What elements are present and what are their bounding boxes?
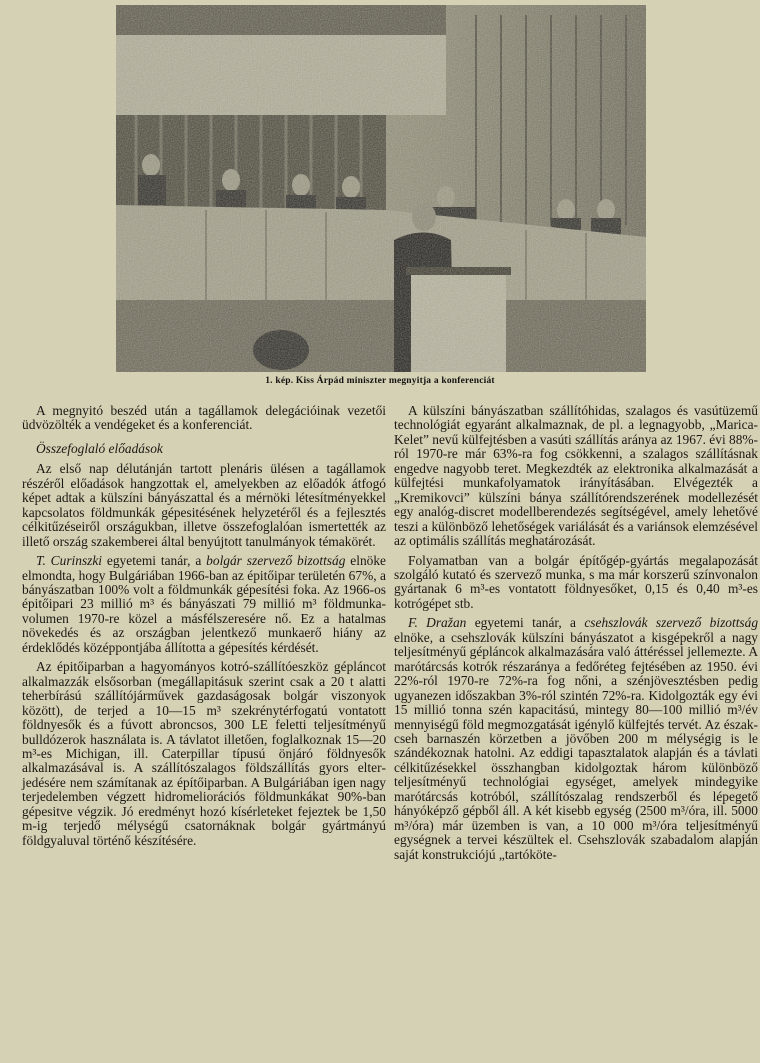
paragraph-machine-manufacturing: Folyamatban van a bolgár építőgép-gyártás megalapozását szolgáló kutató és szervező munka, s ma már korszerű színvonalon gyártanak 6 m³-es vontatott földnyesőket, 0,15 és 0,40 m³-es kotrógépet stb. bbox=[394, 552, 758, 611]
text-run: elnöke elmondta, hogy Bulgáriában 1966-ban az épitőipar területén 67%, a bányászatban 100% volt a földmunkák gépesítési foka. Az 1966-os épitőipari 23 millió m³ és bányászati 79 millió m³ földmunka-volumen 1970-re közel a másfélszeresére nő. Ez a hatalmas növekedés és az országban jelentkező munkaerő hiány az érdeklődés középpontjába állította a gépesítés kérdését. bbox=[22, 553, 386, 655]
paragraph-surface-mining: A külszíni bányászatban szállítóhidas, szalagos és vasútüzemű technológiát egyaránt alkalmaznak, de pl. a legnagyobb, „Marica-Kelet” nevű külfejtésben a vasúti szállítás aránya az 1967. évi 88%-ról 1970-re már 63%-ra fog csökkenni, a szalagos szállításnak engedve nagyobb teret. Megkezdték az elektronika alkalmazását a külfejtési munkafolyamatok irányításában. Elvégezték a „Kremikovci” külszíni bánya szállítórendszerének modellezését egy analóg-discret modellberendezés segítségével, amely lehetővé teszi a különböző lehetőségek variálását és a variánsok elemzésével az optimális szállítás meghatározását. bbox=[394, 403, 759, 549]
paragraph-delegations: A megnyitó beszéd után a tagállamok delegációinak vezetői üdvözölték a vendégeket és a konferenciát. bbox=[22, 403, 386, 433]
section-heading: Összefoglaló előadások bbox=[36, 440, 163, 456]
conference-photo bbox=[116, 5, 646, 372]
committee-name: bolgár szervező bizottság bbox=[206, 553, 346, 569]
paragraph-plenary: Az első nap délutánján tartott plenáris ülésen a tagállamok részéről előadások hangzottak el, amelyekben az előadók átfogó képet adtak a külszíni bányászattal és a mérnöki létesítményekkel kapcsolatos földmunkák gépesitésének helyzetéről és a fejlesztés célkitűzéseiről országukban, illetve összefoglalóan ismertették az illető ország szakemberei által benyújtott tanulmányok témakörét. bbox=[22, 461, 386, 549]
right-column bbox=[394, 404, 758, 867]
photo-grain bbox=[116, 5, 646, 372]
text-run: elnöke, a csehszlovák külszíni bányászatot a kisgépekről a nagy teljesítményű gépláncok alkalmazására való áttéréssel jellemezte. A marótárcsás kotrók részaránya a fedőréteg fejtésében az 1950. évi 22%-ról 1970-re 72%-ra fog nőni, a szénjövesztésben pedig ugyanezen időszakban 3%-ról szintén 72%-ra. Kidolgozták egy évi 15 millió tonna szén kapacitású, mintegy 80—100 millió m³/év mennyiségű föld megmozgatását igénylő külfejtés tervét. Az észak-cseh barnaszén körzetben a jövőben 200 m mélységig is le szándékoznak hatolni. Az eddigi tapasztalatok alapján és a távlati célkitűzésekkel összhangban kidolgoztak három különböző teljesítményű technológiai egységet, amelyek mindegyike marótárcsás kotróból, szállítószalag rendszerből és lépegető hányóképző gépből áll. A két kisebb egység (2500 m³/óra, ill. 5000 m³/óra) már üzemben is van, a 10 000 m³/óra teljesítményű egységnek a tervei készültek el. Csehszlovák szabadalom alapján saját konstrukciójú „tartóköte- bbox=[394, 629, 758, 862]
paragraph-construction: Az épitőiparban a hagyományos kotró-szállítóeszköz gépláncot alkalmazzák elsősorban (megállapitásuk szerint csak a 20 t alatti teherbírású szállítójárművek gazdaságosak bolgár viszonyok között), de terjed a 10—15 m³ szekrénytérfogatú vontatott földnyesők és a fúvott abroncsos, 300 LE feletti teljesítményű bulldózerok használata is. A távlatot illetően, foglalkoznak 15—20 m³-es Michigan, ill. Caterpillar típusú önjáró földnyesők alkalmazásával is. A szállítószalagos földszállítás gyors elterjedésére nem számítanak az építőiparban. A Bulgáriában igen nagy terjedelemben végzett hidromeliorációs földmunkákat 90%-ban gépesitve végzik. Jó eredményt hozó kísérleteket fejeztek be 1,50 m-ig terjedő mélységű csatornáknak bolgár gyártmányú földgyaluval történő készítésére. bbox=[22, 659, 386, 848]
photo-illustration bbox=[116, 5, 646, 372]
speaker-name: T. Curinszki bbox=[36, 553, 103, 569]
text-run: egyetemi tanár, a bbox=[102, 553, 207, 569]
paragraph-drazan bbox=[394, 616, 758, 862]
committee-name: csehszlovák szervező bizottság bbox=[584, 615, 759, 631]
left-column bbox=[22, 404, 386, 853]
text-run: egyetemi tanár, a bbox=[466, 615, 585, 631]
speaker-name: F. Dražan bbox=[408, 615, 467, 631]
figure-caption: 1. kép. Kiss Árpád miniszter megnyitja a konferenciát bbox=[265, 376, 495, 386]
paragraph-curinszki bbox=[22, 554, 386, 655]
